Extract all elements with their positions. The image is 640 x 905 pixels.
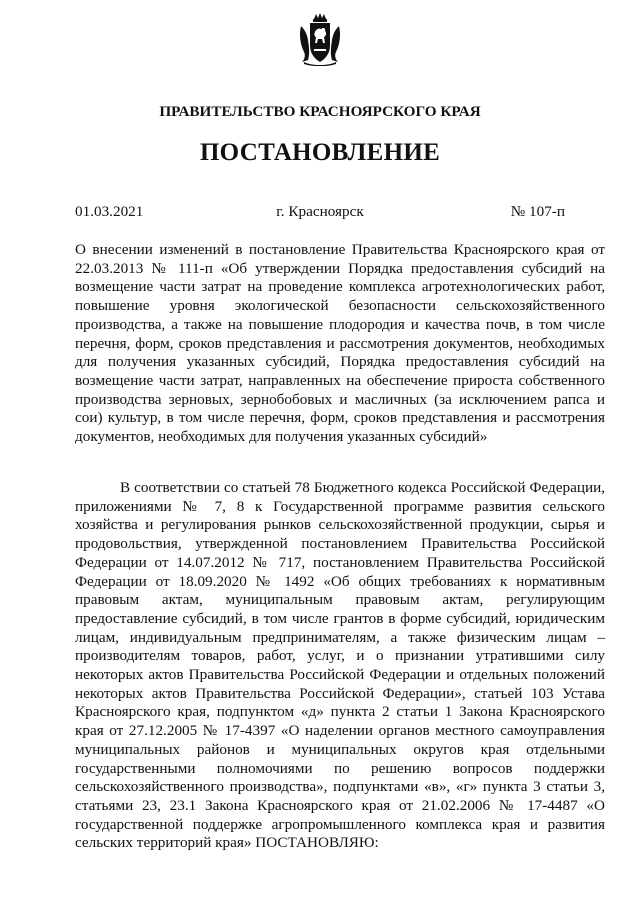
document-number: № 107-п [510, 203, 565, 220]
document-date: 01.03.2021 [75, 203, 144, 220]
document-city: г. Красноярск [276, 203, 364, 220]
document-type-title: ПОСТАНОВЛЕНИЕ [199, 139, 441, 166]
government-title: ПРАВИТЕЛЬСТВО КРАСНОЯРСКОГО КРАЯ [159, 103, 481, 120]
document-body-paragraph: В соответствии со статьей 78 Бюджетного кодекса Российской Федерации, приложениями № 7, 8 к Государственной программе развития сельского хозяйства и регулирования рынков сельскохозяйственной продукции, сырья и продовольствия, утвержденной постановлением Правительства Российской Федерации от 14.07.2012 № 717, постановлением Правительства Российской Федерации от 18.09.2020 № 1492 «Об общих требованиях к нормативным правовым актам, муниципальным правовым актам, регулирующим предоставление субсидий, в том числе грантов в форме субсидий, юридическим лицам, индивидуальным предпринимателям, а также физическим лицам – производителям товаров, работ, услуг, и о признании утратившими силу некоторых актов Правительства Российской Федерации и отдельных положений некоторых актов Правительства Российской Федерации», статьей 103 Устава Красноярского края, подпунктом «д» пункта 2 статьи 1 Закона Красноярского края от 27.12.2005 № 17-4397 «О наделении органов местного самоуправления муниципальных районов и муниципальных округов края отдельными государственными полномочиями по решению вопросов поддержки сельскохозяйственного производства», подпунктами «в», «г» пункта 3 статьи 3, статьями 23, 23.1 Закона Красноярского края от 21.02.2006 № 17-4487 «О государственной поддержке агропромышленного комплекса края и развития сельских территорий края» ПОСТАНОВЛЯЮ: [75, 479, 605, 852]
document-subject: О внесении изменений в постановление Правительства Красноярского края от 22.03.2013 № 111-п «Об утверждении Порядка предоставления субсидий на возмещение части затрат на проведение комплекса агротехнологических работ, повышение уровня экологической безопасности сельскохозяйственного производства, а также на повышение плодородия и качества почв, в том числе перечня, форм, сроков представления и рассмотрения документов, необходимых для получения указанных субсидий, Порядка предоставления субсидий на возмещение части затрат, направленных на обеспечение прироста собственного производства зерновых, зернобобовых и масличных (за исключением рапса и сои) культур, в том числе перечня, форм, сроков представления и рассмотрения документов, необходимых для получения указанных субсидий» [75, 241, 605, 446]
coat-of-arms-emblem [298, 12, 342, 66]
